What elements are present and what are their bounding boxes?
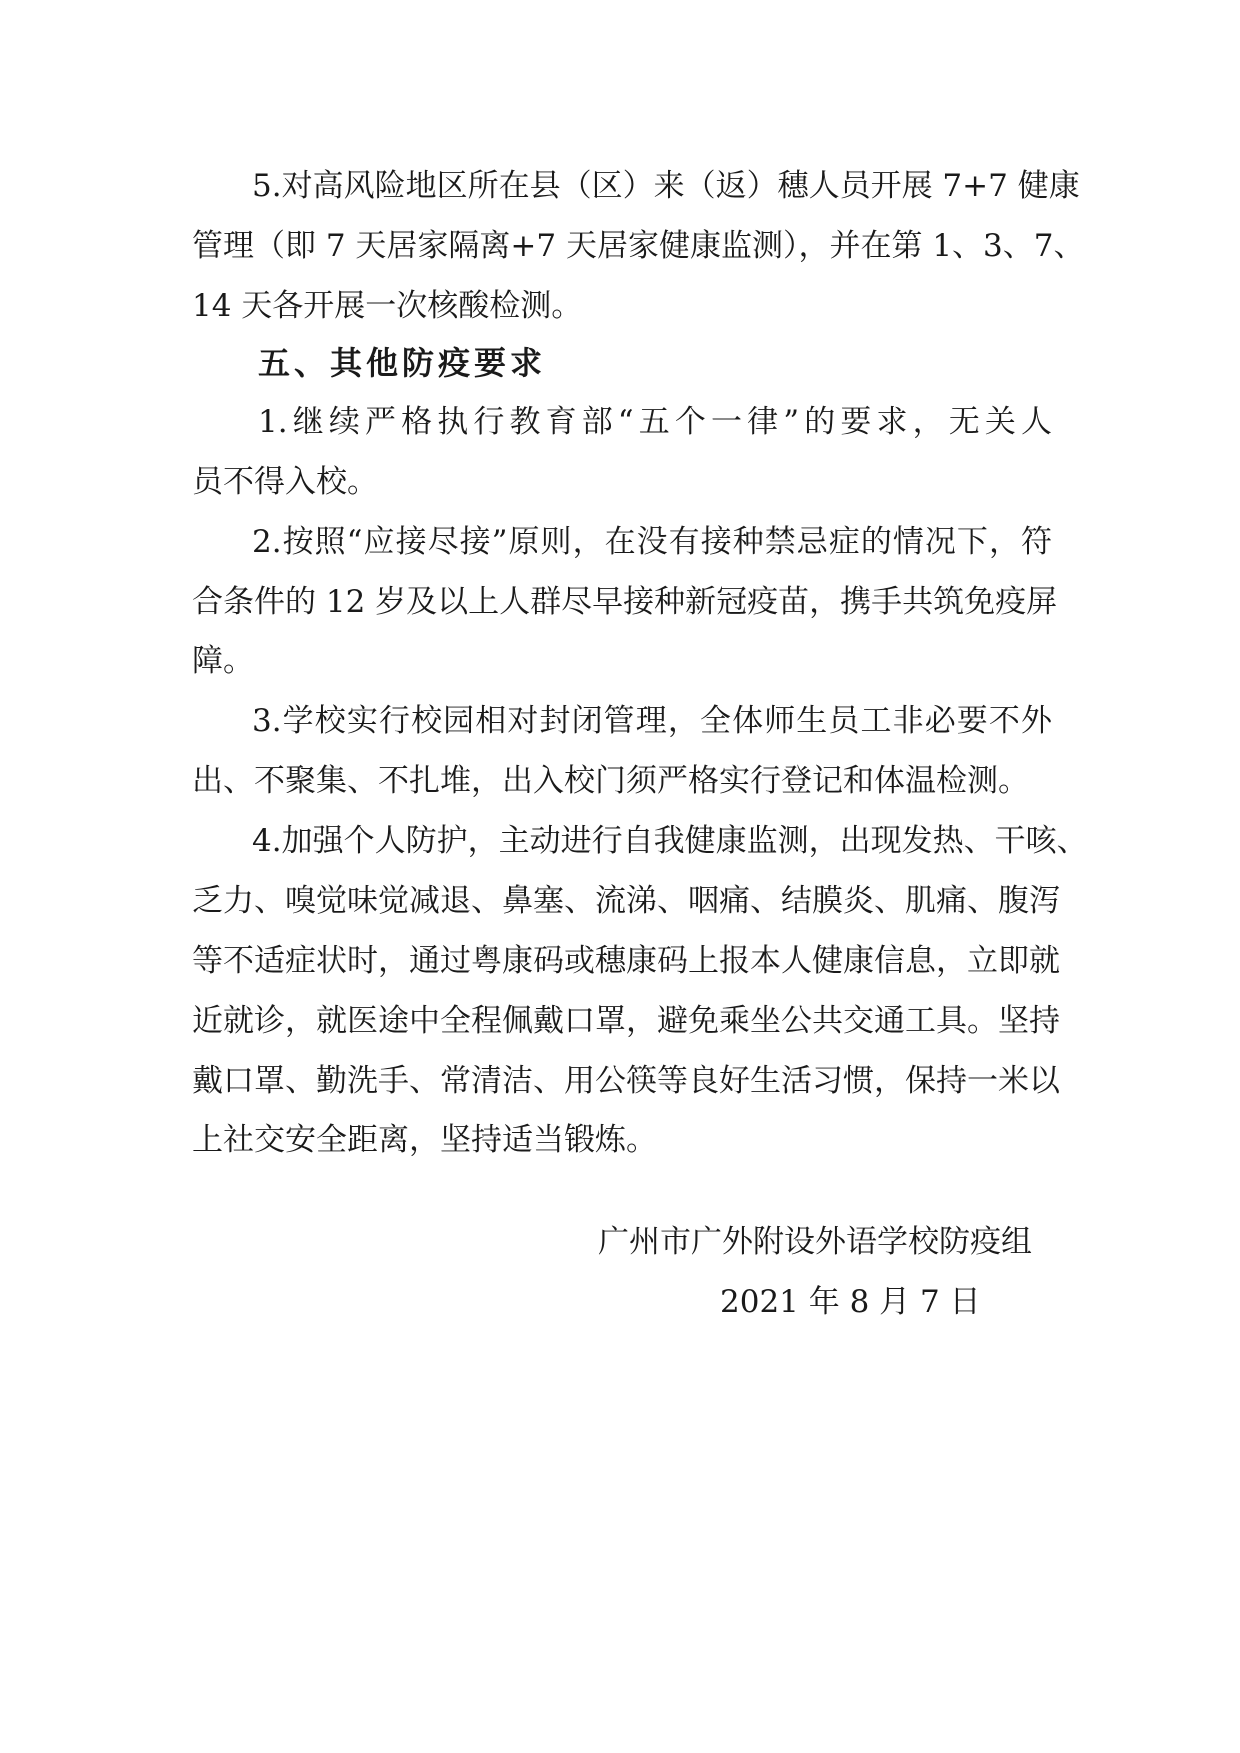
item1-line1: 1.继续严格执行教育部“五个一律”的要求，无关人 (258, 404, 1052, 440)
item2-line1: 2.按照“应接尽接”原则，在没有接种禁忌症的情况下，符 (252, 524, 1052, 560)
section-heading: 五、其他防疫要求 (258, 344, 547, 382)
signature-organization: 广州市广外附设外语学校防疫组 (598, 1224, 1032, 1260)
item4-line6: 上社交安全距离，坚持适当锻炼。 (192, 1122, 657, 1158)
item4-line4: 近就诊，就医途中全程佩戴口罩，避免乘坐公共交通工具。坚持 (192, 1003, 1060, 1039)
item3-line1: 3.学校实行校园相对封闭管理，全体师生员工非必要不外 (252, 703, 1052, 739)
item4-line5: 戴口罩、勤洗手、常清洁、用公筷等良好生活习惯，保持一米以 (192, 1063, 1060, 1099)
item1-line2: 员不得入校。 (192, 464, 378, 500)
item2-line2: 合条件的 12 岁及以上人群尽早接种新冠疫苗，携手共筑免疫屏 (192, 584, 1058, 620)
item4-line1: 4.加强个人防护，主动进行自我健康监测，出现发热、干咳、 (252, 823, 1088, 859)
section5-line1: 5.对高风险地区所在县（区）来（返）穗人员开展 7+7 健康 (252, 168, 1080, 204)
item4-line3: 等不适症状时，通过粤康码或穗康码上报本人健康信息，立即就 (192, 943, 1060, 979)
item3-line2: 出、不聚集、不扎堆，出入校门须严格实行登记和体温检测。 (192, 763, 1029, 799)
section5-line2: 管理（即 7 天居家隔离+7 天居家健康监测），并在第 1、3、7、 (192, 228, 1085, 264)
section5-line3: 14 天各开展一次核酸检测。 (192, 288, 583, 324)
item2-line3: 障。 (192, 643, 254, 679)
item4-line2: 乏力、嗅觉味觉减退、鼻塞、流涕、咽痛、结膜炎、肌痛、腹泻 (192, 883, 1060, 919)
signature-date: 2021 年 8 月 7 日 (720, 1284, 981, 1320)
